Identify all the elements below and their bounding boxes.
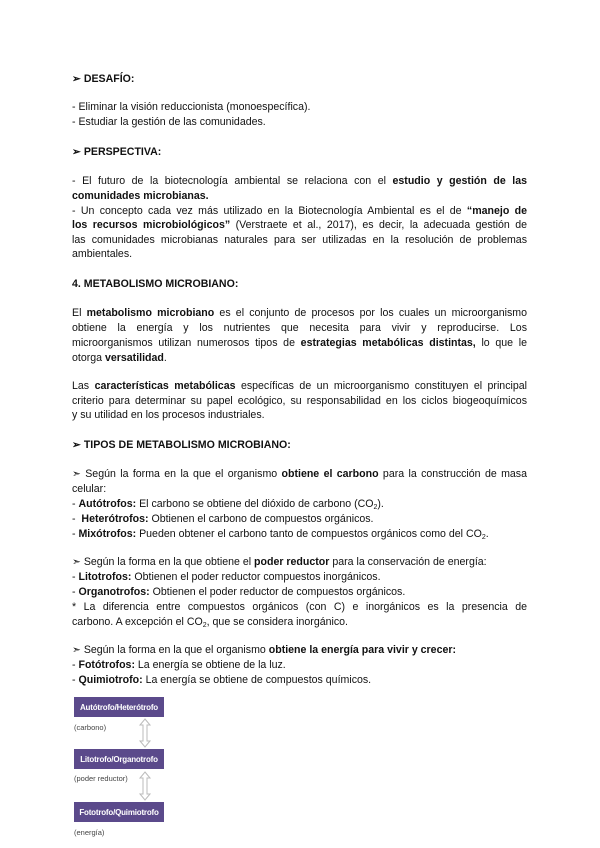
energia-intro: ➣ Según la forma en la que el organismo obtiene la energía para vivir y crecer: <box>72 644 456 656</box>
double-arrow-icon-1 <box>138 718 152 748</box>
perspectiva-p1-line1: - El futuro de la biotecnología ambiental se relaciona con el estudio y gestión de las <box>72 175 528 187</box>
energia-fototrofos: - Fotótrofos: La energía se obtiene de la luz. <box>72 659 286 671</box>
perspectiva-p2-line3: las comunidades microbianas naturales para ser utilizadas en la resolución de problemas <box>72 234 527 246</box>
reductor-intro: ➣ Según la forma en la que obtiene el poder reductor para la conservación de energía: <box>72 556 487 568</box>
desafio-item-2: - Estudiar la gestión de las comunidades. <box>72 116 266 128</box>
reductor-note-line1: * La diferencia entre compuestos orgánicos (con C) e inorgánicos es la presencia de <box>72 601 527 613</box>
perspectiva-p2-line4: ambientales. <box>72 248 133 260</box>
desafio-heading: ➢ DESAFÍO: <box>72 73 135 85</box>
diagram-box-energia: Fototrofo/Quimiotrofo <box>74 802 164 822</box>
diagram-box-reductor: Litotrofo/Organotrofo <box>74 749 164 769</box>
carbono-intro-line1: ➣ Según la forma en la que el organismo obtiene el carbono para la construcción de masa <box>72 468 527 480</box>
carbono-intro-line2: celular: <box>72 483 107 495</box>
diagram-label-energia: (energía) <box>74 828 105 837</box>
metabolismo-p2-line1: Las características metabólicas específicas de un microorganismo constituyen el principal <box>72 380 527 392</box>
tipos-heading: ➢ TIPOS DE METABOLISMO MICROBIANO: <box>72 439 291 451</box>
diagram-label-carbono: (carbono) <box>74 723 107 732</box>
perspectiva-heading: ➢ PERSPECTIVA: <box>72 146 162 158</box>
metabolismo-p1-line3: microorganismos utilizan numerosos tipos de estrategias metabólicas distintas, lo que le <box>72 337 527 349</box>
energia-quimiotrofo: - Quimiotrofo: La energía se obtiene de compuestos químicos. <box>72 674 372 686</box>
carbono-heterotrofos: - Heterótrofos: Obtienen el carbono de compuestos orgánicos. <box>72 513 374 525</box>
diagram-label-reductor: (poder reductor) <box>74 774 128 783</box>
metabolismo-p1-line4: otorga versatilidad. <box>72 352 167 364</box>
perspectiva-p2-line1: - Un concepto cada vez más utilizado en la Biotecnología Ambiental es el de “manejo de <box>72 205 527 217</box>
perspectiva-p2-line2: los recursos microbiológicos” (Verstraete et al., 2017), es decir, la adecuada gestión de <box>72 219 527 231</box>
diagram-box-carbono: Autótrofo/Heterótrofo <box>74 697 164 717</box>
metabolismo-p1-line1: El metabolismo microbiano es el conjunto de procesos por los cuales un microorganismo <box>72 307 527 319</box>
desafio-item-1: - Eliminar la visión reduccionista (monoespecífica). <box>72 101 311 113</box>
carbono-autotrofos: - Autótrofos: El carbono se obtiene del dióxido de carbono $(CO_2)$. <box>72 498 384 511</box>
perspectiva-p1-line2: comunidades microbianas. <box>72 190 209 202</box>
reductor-organotrofos: - Organotrofos: Obtienen el poder reductor de compuestos orgánicos. <box>72 586 406 598</box>
carbono-mixotrofos: - Mixótrofos: Pueden obtener el carbono tanto de compuestos orgánicos como del $CO_2$. <box>72 528 489 541</box>
reductor-note-line2: carbono. A excepción el $CO_2$, que se considera inorgánico. <box>72 616 348 629</box>
reductor-litotrofos: - Litotrofos: Obtienen el poder reductor compuestos inorgánicos. <box>72 571 381 583</box>
metabolismo-p2-line2: criterio para determinar su papel ecológico, su responsabilidad en los ciclos biogeoquímicos <box>72 395 527 407</box>
metabolismo-p2-line3: y su utilidad en los procesos industriales. <box>72 409 265 421</box>
metabolismo-heading: 4. METABOLISMO MICROBIANO: <box>72 278 239 290</box>
double-arrow-icon-2 <box>138 771 152 801</box>
metabolismo-p1-line2: obtiene la energía y los nutrientes que necesita para vivir y reproducirse. Los <box>72 322 527 334</box>
